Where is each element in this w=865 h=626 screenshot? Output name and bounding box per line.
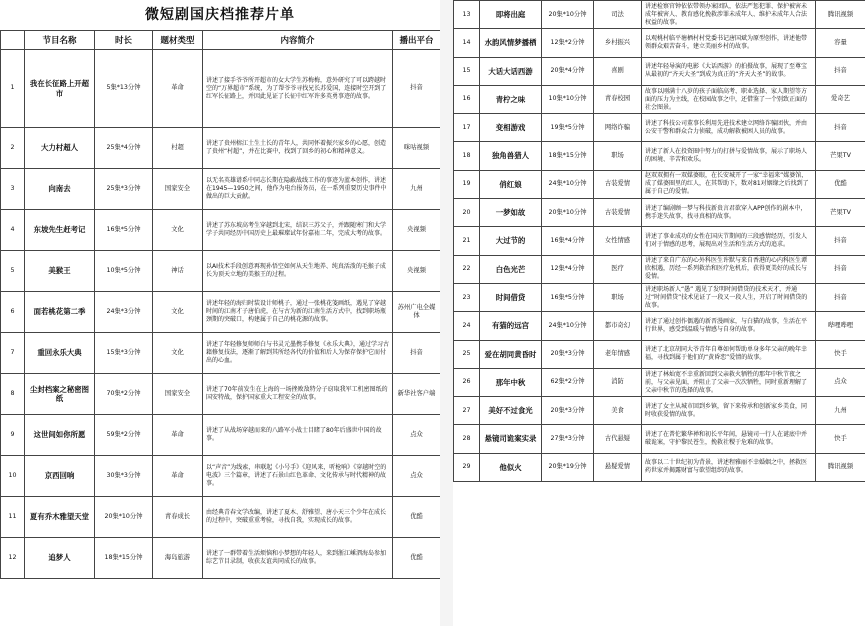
program-intro: 讲述了在普佗繁华禅和初长平年间，悬镜司一行人在谜底中并破诡案，守护黎民苍生，挽救社稷于危难的故事。 <box>642 425 816 453</box>
program-genre: 女性情感 <box>594 227 642 255</box>
program-platform: 腾讯视频 <box>816 1 865 29</box>
table-row <box>454 227 865 255</box>
program-intro: 讲述了70年前发生在上海的一场挫败敌特分子窃取我军工机密图纸的国安特战，保护国家重大工程安全的故事。 <box>203 374 393 415</box>
program-duration: 18集*15分钟 <box>95 538 153 579</box>
row-index: 5 <box>1 251 25 292</box>
program-name: 有猫的远宫 <box>480 312 542 340</box>
program-duration: 20集*4分钟 <box>542 57 594 85</box>
row-index: 26 <box>454 368 480 396</box>
table-row <box>454 397 865 425</box>
program-intro: 由经典青春文学改编，讲述了夏木、舒雅望、唐小天三个少年在成长的过程中，突破重重考验，寻找自我，实现成长的故事。 <box>203 497 393 538</box>
program-genre: 神话 <box>153 251 203 292</box>
program-platform: 苏州广电全媒体 <box>393 292 441 333</box>
program-genre: 司法 <box>594 1 642 29</box>
header-index <box>1 31 25 50</box>
table-header-row <box>1 31 441 50</box>
program-genre: 文化 <box>153 333 203 374</box>
row-index: 25 <box>454 340 480 368</box>
program-platform: 抖音 <box>393 50 441 128</box>
program-name: 白色光芒 <box>480 255 542 283</box>
program-duration: 20集*10分钟 <box>542 1 594 29</box>
row-index: 15 <box>454 57 480 85</box>
program-intro: 讲述了年轻修复师师白与书灵元墨携手修复《永乐大典》，通过学习古籍修复技法，逐渐了解到其所经各代的价值和后人为保存保护它而付出的心血。 <box>203 333 393 374</box>
program-name: 我在长征路上开超市 <box>25 50 95 128</box>
program-intro: 讲述职场新人“愚” 遇见了发明时间借贷的技术天才，并通过“时间借贷”技术见证了一段又一段人生，开启了时间借贷的故事。 <box>642 283 816 311</box>
program-table-left <box>0 30 441 579</box>
program-genre: 古装爱情 <box>594 170 642 198</box>
program-platform: 优酷 <box>393 538 441 579</box>
program-name: 青柠之味 <box>480 85 542 113</box>
program-name: 夏有乔木雅望天堂 <box>25 497 95 538</box>
table-row <box>454 255 865 283</box>
row-index: 11 <box>1 497 25 538</box>
program-duration: 70集*2分钟 <box>95 374 153 415</box>
program-name: 尘封档案之秘密图纸 <box>25 374 95 415</box>
row-index: 18 <box>454 142 480 170</box>
program-platform: 抖音 <box>816 57 865 85</box>
program-intro: 讲述了事业成功的女性在国庆节期间的三段感情经历，引发人们对于情感的思考，展现出对生活和生活方式的追求。 <box>642 227 816 255</box>
table-row <box>454 283 865 311</box>
program-genre: 革命 <box>153 50 203 128</box>
program-name: 俏红娘 <box>480 170 542 198</box>
row-index: 12 <box>1 538 25 579</box>
program-platform: 点众 <box>393 456 441 497</box>
program-name: 变相游戏 <box>480 114 542 142</box>
program-table-right <box>453 0 865 482</box>
table-row <box>454 312 865 340</box>
table-row <box>454 340 865 368</box>
table-row <box>1 210 441 251</box>
row-index: 6 <box>1 292 25 333</box>
row-index: 23 <box>454 283 480 311</box>
page-title: 微短剧国庆档推荐片单 <box>145 7 295 23</box>
table-row <box>1 456 441 497</box>
row-index: 14 <box>454 29 480 57</box>
program-name: 大过节的 <box>480 227 542 255</box>
program-genre: 革命 <box>153 415 203 456</box>
row-index: 16 <box>454 85 480 113</box>
row-index: 29 <box>454 453 480 481</box>
row-index: 9 <box>1 415 25 456</box>
header-duration: 时长 <box>95 31 153 50</box>
table-row <box>1 251 441 292</box>
program-platform: 央视频 <box>393 210 441 251</box>
program-duration: 12集*2分钟 <box>542 29 594 57</box>
right-panel <box>453 0 865 626</box>
program-platform: 抖音 <box>816 255 865 283</box>
program-duration: 16集*5分钟 <box>542 283 594 311</box>
program-platform: 抖音 <box>393 333 441 374</box>
program-genre: 村超 <box>153 128 203 169</box>
program-name: 美好不过食光 <box>480 397 542 425</box>
program-intro: 以“声音”为线索，串联起《小号手》《迎风来，听枪响》《穿越时空的电波》三个篇章，讲述了石景山红色革命、文化传承与时代精神的故事。 <box>203 456 393 497</box>
program-duration: 20集*10分钟 <box>542 199 594 227</box>
program-duration: 25集*4分钟 <box>95 128 153 169</box>
program-intro: 讲述了科技公司董事长利用先进技术建立网络诈骗团伙，并由公安干警和群众合力侦破，成功解救被困人员的故事。 <box>642 114 816 142</box>
program-platform: 新华社客户端 <box>393 374 441 415</box>
program-name: 这世间如你所愿 <box>25 415 95 456</box>
program-duration: 20集*3分钟 <box>542 340 594 368</box>
program-name: 爱在胡同黄昏时 <box>480 340 542 368</box>
table-row <box>454 142 865 170</box>
program-platform: 优酷 <box>816 170 865 198</box>
program-intro: 讲述了林灿宽不幸重新回到父亲救火牺牲的那年中秋节夜之前，与父亲见面，并阻止了父亲一次次牺牲，同时重新理解了父亲中秋节的选择的故事。 <box>642 368 816 396</box>
row-index: 13 <box>454 1 480 29</box>
table-row <box>1 538 441 579</box>
program-duration: 24集*10分钟 <box>542 312 594 340</box>
program-name: 重回永乐大典 <box>25 333 95 374</box>
program-genre: 国家安全 <box>153 374 203 415</box>
program-duration: 20集*19分钟 <box>542 453 594 481</box>
header-name: 节目名称 <box>25 31 95 50</box>
header-platform: 播出平台 <box>393 31 441 50</box>
program-genre: 乡村振兴 <box>594 29 642 57</box>
program-platform: 腾讯视频 <box>816 453 865 481</box>
table-row <box>454 85 865 113</box>
table-row <box>454 425 865 453</box>
program-platform: 容量 <box>816 29 865 57</box>
program-intro: 讲述了一群带着生活烦恼和小梦想的年轻人，来到浙江嵊泗海岛参加综艺节目录制，收获友谊共同成长的故事。 <box>203 538 393 579</box>
program-duration: 27集*3分钟 <box>542 425 594 453</box>
table-row <box>454 170 865 198</box>
program-platform: 优酷 <box>393 497 441 538</box>
program-genre: 职场 <box>594 283 642 311</box>
row-index: 21 <box>454 227 480 255</box>
program-intro: 以无名英雄谱系中同志长期在隐蔽战线工作的事迹为蓝本创作，讲述在1945—1950之间，他作为电台报务员，在一系列重要历史事件中做出的巨大贡献。 <box>203 169 393 210</box>
program-genre: 古装爱情 <box>594 199 642 227</box>
program-name: 水韵风情梦播栖 <box>480 29 542 57</box>
program-duration: 20集*3分钟 <box>542 397 594 425</box>
program-intro: 以AI技术手段创意再现孙悟空如何从天生地养、纯真活泼的毛猴子成长为顶天立地的美猴王的过程。 <box>203 251 393 292</box>
program-genre: 文化 <box>153 210 203 251</box>
program-name: 时间借贷 <box>480 283 542 311</box>
program-intro: 讲述了从战场穿越而来的八路军小战士目睹了80年后盛世中国的故事。 <box>203 415 393 456</box>
row-index: 2 <box>1 128 25 169</box>
program-intro: 赵双双拥有一双媒婆眼，在长安城开了一家“幸福来”媒婆馆，成了媒婆圈里的红人，在其帮助下，数对81对姻缘之后找到了属于自己的爱情。 <box>642 170 816 198</box>
program-genre: 文化 <box>153 292 203 333</box>
table-row <box>454 29 865 57</box>
row-index: 7 <box>1 333 25 374</box>
row-index: 17 <box>454 114 480 142</box>
program-platform: 九州 <box>816 397 865 425</box>
program-genre: 海岛旅游 <box>153 538 203 579</box>
table-row <box>1 128 441 169</box>
program-platform: 九州 <box>393 169 441 210</box>
program-platform: 芒果TV <box>816 142 865 170</box>
program-intro: 讲述了新人在投资圈中努力的打拼与爱情故事，展示了职场人的困境、辛苦和欢乐。 <box>642 142 816 170</box>
program-duration: 12集*4分钟 <box>542 255 594 283</box>
row-index: 24 <box>454 312 480 340</box>
row-index: 20 <box>454 199 480 227</box>
program-name: 大话大话西游 <box>480 57 542 85</box>
row-index: 8 <box>1 374 25 415</box>
program-genre: 老年情感 <box>594 340 642 368</box>
program-duration: 5集*13分钟 <box>95 50 153 128</box>
program-name: 追梦人 <box>25 538 95 579</box>
program-intro: 讲述年轻导演的电影《大话西游》的拍摄故事，展现了至尊宝从最初的“齐天大圣”到成为真正的“齐天大圣”的故事。 <box>642 57 816 85</box>
program-platform: 抖音 <box>816 114 865 142</box>
program-platform: 抖音 <box>816 283 865 311</box>
program-duration: 10集*10分钟 <box>542 85 594 113</box>
program-name: 大力村超人 <box>25 128 95 169</box>
table-row <box>1 415 441 456</box>
program-intro: 讲述年轻的海归时装设计师桃子，通过一张桃花笺画纸，遇见了穿越时间的江南才子唐伯虎，在与古为新的江南生活方式中，找到职场瓶颈期的突破口，构建属于自己的桃花源的故事。 <box>203 292 393 333</box>
program-platform: 芒果TV <box>816 199 865 227</box>
program-genre: 美食 <box>594 397 642 425</box>
table-row <box>454 199 865 227</box>
row-index: 3 <box>1 169 25 210</box>
table-row <box>454 1 865 29</box>
program-intro: 讲述了女主从城市回到乡镇，留下来传承和创新家乡美食，同时收获爱情的故事。 <box>642 397 816 425</box>
program-intro: 以观桃村临平塘栖村村党委书记唐国斌为原型创作，讲述他带领群众艰苦奋斗，建立美丽乡村的故事。 <box>642 29 816 57</box>
program-name: 一梦如故 <box>480 199 542 227</box>
program-duration: 16集*5分钟 <box>95 210 153 251</box>
program-intro: 讲述了苏东坡高考生穿越到北宋，结识三苏父子，并跟随寒门和大学学子共同经历中国历史上最璀璨试年份嘉祐二年，完成大考的故事。 <box>203 210 393 251</box>
program-platform: 抖音 <box>816 227 865 255</box>
table-row <box>454 453 865 481</box>
program-intro: 讲述了接手爷爷所开超市的女大学生苏梅梅，意外研究了可以跨越时空的“万界超市”系统，为了帮爷爷寻找兄长苏爱国，连接时空开到了红军长征路上，并因此见证了长征中红军许多英勇事迹的故事。 <box>203 50 393 128</box>
program-duration: 30集*3分钟 <box>95 456 153 497</box>
table-row <box>454 114 865 142</box>
program-duration: 10集*5分钟 <box>95 251 153 292</box>
row-index: 27 <box>454 397 480 425</box>
program-name: 他似火 <box>480 453 542 481</box>
program-duration: 19集*5分钟 <box>542 114 594 142</box>
program-genre: 职场 <box>594 142 642 170</box>
program-platform: 点众 <box>393 415 441 456</box>
program-genre: 青春成长 <box>153 497 203 538</box>
program-genre: 都市奇幻 <box>594 312 642 340</box>
program-name: 美猴王 <box>25 251 95 292</box>
program-genre: 喜剧 <box>594 57 642 85</box>
program-intro: 讲述了来自广东的心外科医生许默与来自香港的心内科医生谭欣相遇，历经一系列救治和医疗危机后，获得更美好的成长与爱情。 <box>642 255 816 283</box>
program-intro: 讲述检察官钟依依带领办案团队，依法严惩犯罪、保护被害未成年被害人、教育感化挽救涉罪未成年人、维护未成年人合法权益的故事。 <box>642 1 816 29</box>
table-row <box>1 169 441 210</box>
program-platform: 央视频 <box>393 251 441 292</box>
program-name: 那年中秋 <box>480 368 542 396</box>
table-row <box>1 497 441 538</box>
row-index: 4 <box>1 210 25 251</box>
program-duration: 24集*10分钟 <box>542 170 594 198</box>
program-name: 悬镜司诡案实录 <box>480 425 542 453</box>
program-name: 面若桃花第二季 <box>25 292 95 333</box>
program-intro: 故事以二十世纪初为背景，讲述程雅丽不幸婚姻之中，拯救医药世家并揭露财富与欲望组织的故事。 <box>642 453 816 481</box>
program-duration: 20集*10分钟 <box>95 497 153 538</box>
program-name: 向南去 <box>25 169 95 210</box>
table-row <box>454 368 865 396</box>
program-genre: 消防 <box>594 368 642 396</box>
row-index: 22 <box>454 255 480 283</box>
program-name: 京西回响 <box>25 456 95 497</box>
table-row <box>454 57 865 85</box>
program-platform: 哔哩哔哩 <box>816 312 865 340</box>
program-intro: 讲述了编剧顾一梦与科技新贵言君欲穿入APP创作的剧本中，携手迷失故事，找寻真相的故事。 <box>642 199 816 227</box>
program-duration: 59集*2分钟 <box>95 415 153 456</box>
program-intro: 故事以刚满十八岁的孩子面临高考、职业选择、家人期望等方面的压力为主线，在校园故事之中，还借鉴了一个别致正面的社会图景。 <box>642 85 816 113</box>
program-duration: 25集*3分钟 <box>95 169 153 210</box>
program-platform: 快手 <box>816 340 865 368</box>
program-duration: 24集*3分钟 <box>95 292 153 333</box>
program-platform: 咪咕视频 <box>393 128 441 169</box>
program-intro: 讲述了贵州榕江土生土长的青年人，共同怀着振兴家乡的心愿，创造了贵州“村超”，并在比赛中，找到了回乡的初心和精神意义。 <box>203 128 393 169</box>
program-genre: 国家安全 <box>153 169 203 210</box>
program-intro: 讲述了北京胡同大爷青年自尊如何帮助单身多年父亲的晚年幸福，寻找到属于他们的“黄昏恋”爱情的故事。 <box>642 340 816 368</box>
program-genre: 医疗 <box>594 255 642 283</box>
program-duration: 18集*15分钟 <box>542 142 594 170</box>
program-name: 即将出庭 <box>480 1 542 29</box>
table-row <box>1 292 441 333</box>
table-row <box>1 333 441 374</box>
program-duration: 16集*4分钟 <box>542 227 594 255</box>
program-genre: 古代悬疑 <box>594 425 642 453</box>
row-index: 28 <box>454 425 480 453</box>
program-platform: 快手 <box>816 425 865 453</box>
header-intro: 内容简介 <box>203 31 393 50</box>
table-row <box>1 50 441 128</box>
table-row <box>1 374 441 415</box>
program-genre: 革命 <box>153 456 203 497</box>
program-genre: 青春校园 <box>594 85 642 113</box>
row-index: 10 <box>1 456 25 497</box>
program-platform: 爱奇艺 <box>816 85 865 113</box>
page-gutter <box>440 0 453 626</box>
program-duration: 15集*3分钟 <box>95 333 153 374</box>
program-name: 东坡先生赶考记 <box>25 210 95 251</box>
row-index: 19 <box>454 170 480 198</box>
program-platform: 点众 <box>816 368 865 396</box>
program-intro: 讲述了通过创作偶遇的新晋漫画家，与白猫的故事，生活在平行世界，感受到温暖与情感与自身的故事。 <box>642 312 816 340</box>
program-duration: 62集*2分钟 <box>542 368 594 396</box>
program-name: 独角兽猎人 <box>480 142 542 170</box>
program-genre: 悬疑爱情 <box>594 453 642 481</box>
program-genre: 网络诈骗 <box>594 114 642 142</box>
row-index: 1 <box>1 50 25 128</box>
header-genre: 题材类型 <box>153 31 203 50</box>
